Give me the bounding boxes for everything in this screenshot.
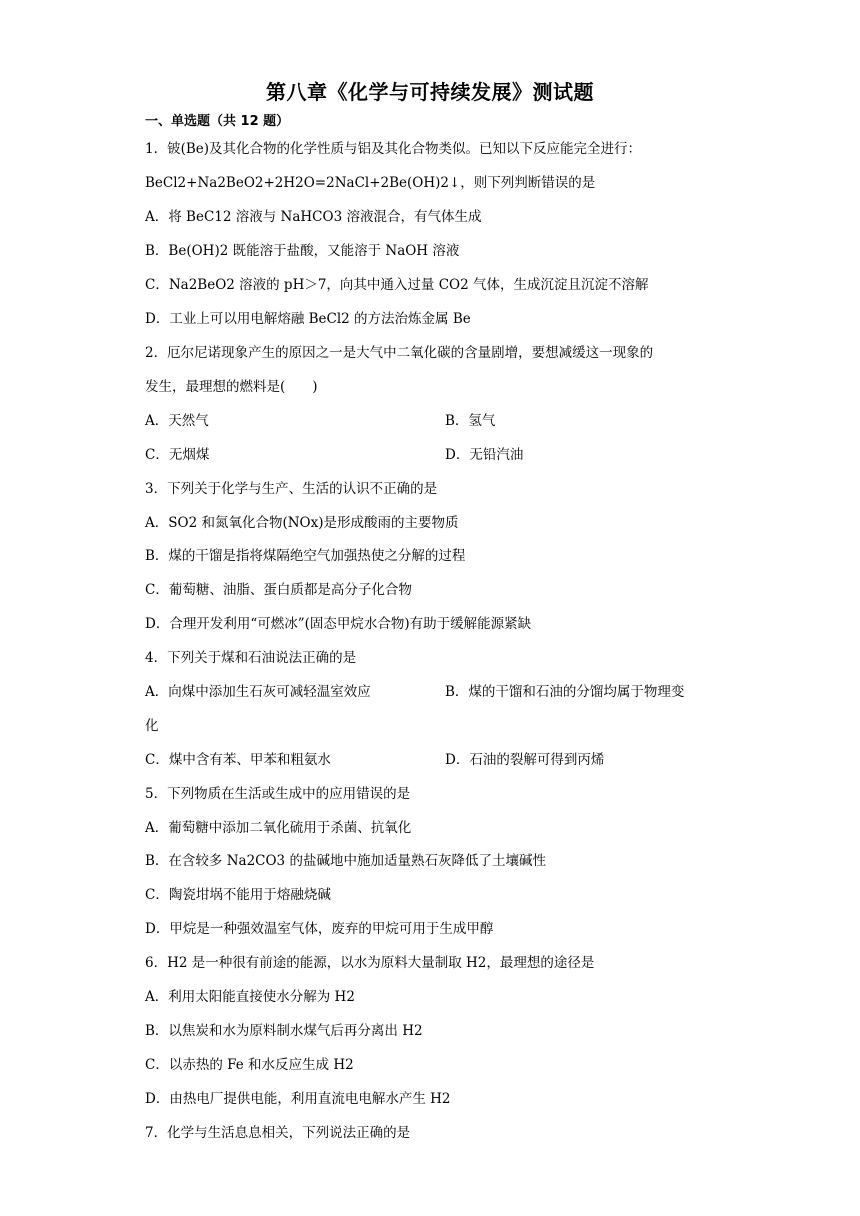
q4-stem: 4．下列关于煤和石油说法正确的是 [145,650,357,666]
q2-option-a: A．天然气 [145,413,209,429]
q5-option-a: A．葡萄糖中添加二氧化硫用于杀菌、抗氧化 [145,820,412,836]
section-heading: 一、单选题（共 12 题） [145,114,290,129]
page-title: 第八章《化学与可持续发展》测试题 [266,80,594,104]
q5-option-b: B．在含较多 Na2CO3 的盐碱地中施加适量熟石灰降低了土壤碱性 [145,853,546,869]
q5-option-d: D．甲烷是一种强效温室气体，废弃的甲烷可用于生成甲醇 [145,921,494,937]
q7-stem: 7．化学与生活息息相关，下列说法正确的是 [145,1125,411,1141]
q2-option-d: D．无铅汽油 [445,447,524,463]
q6-option-d: D．由热电厂提供电能，利用直流电电解水产生 H2 [145,1091,451,1107]
q3-option-c: C．葡萄糖、油脂、蛋白质都是高分子化合物 [145,582,412,598]
q1-option-d: D．工业上可以用电解熔融 BeCl2 的方法治炼金属 Be [145,311,471,327]
q1-stem-line2: BeCl2+Na2BeO2+2H2O=2NaCl+2Be(OH)2↓，则下列判断错误的是 [145,175,596,191]
q5-option-c: C．陶瓷坩埚不能用于熔融烧碱 [145,887,331,903]
q6-option-c: C．以赤热的 Fe 和水反应生成 H2 [145,1057,354,1073]
q3-option-a: A．SO2 和氮氧化合物(NOx)是形成酸雨的主要物质 [145,515,459,531]
q1-option-a: A．将 BeC12 溶液与 NaHCO3 溶液混合，有气体生成 [145,209,482,225]
q4-option-b-wrap: 化 [145,718,159,734]
q5-stem: 5．下列物质在生活或生成中的应用错误的是 [145,786,411,802]
q2-option-c: C．无烟煤 [145,447,210,463]
q1-stem-line1: 1．铍(Be)及其化合物的化学性质与铝及其化合物类似。已知以下反应能完全进行： [145,141,642,157]
q6-option-b: B．以焦炭和水为原料制水煤气后再分离出 H2 [145,1023,423,1039]
q3-stem: 3．下列关于化学与生产、生活的认识不正确的是 [145,481,438,497]
q2-stem-line1: 2．厄尔尼诺现象产生的原因之一是大气中二氧化碳的含量剧增，要想减缓这一现象的 [145,345,654,361]
q1-option-b: B．Be(OH)2 既能溶于盐酸，又能溶于 NaOH 溶液 [145,243,460,259]
q2-option-b: B．氢气 [445,413,496,429]
q3-option-d: D．合理开发利用“可燃冰”(固态甲烷水合物)有助于缓解能源紧缺 [145,616,532,632]
q1-option-c: C．Na2BeO2 溶液的 pH＞7，向其中通入过量 CO2 气体，生成沉淀且沉淀不溶解 [145,277,649,293]
q4-option-a: A．向煤中添加生石灰可减轻温室效应 [145,684,371,700]
q6-option-a: A．利用太阳能直接使水分解为 H2 [145,989,355,1005]
q3-option-b: B．煤的干馏是指将煤隔绝空气加强热使之分解的过程 [145,548,466,564]
q4-option-c: C．煤中含有苯、甲苯和粗氨水 [145,752,331,768]
q2-stem-line2: 发生，最理想的燃料是( ) [145,379,318,395]
q4-option-d: D．石油的裂解可得到丙烯 [445,752,605,768]
q4-option-b: B．煤的干馏和石油的分馏均属于物理变 [445,684,685,700]
q6-stem: 6．H2 是一种很有前途的能源，以水为原料大量制取 H2，最理想的途径是 [145,955,595,971]
